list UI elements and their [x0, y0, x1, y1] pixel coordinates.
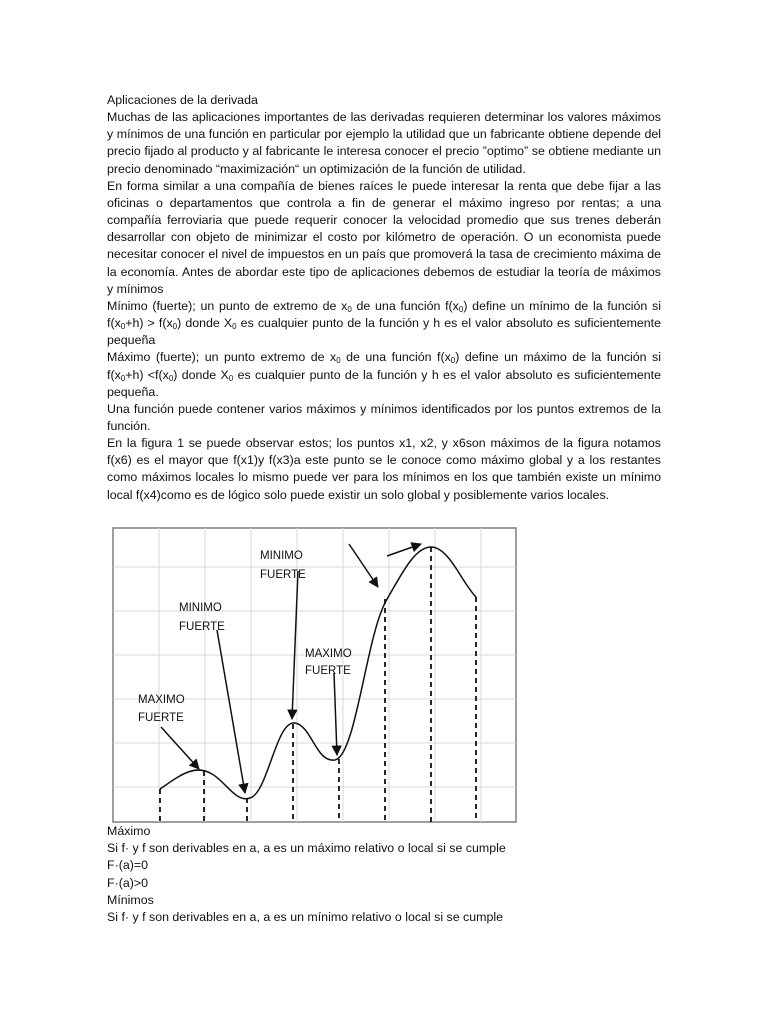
label-minimo-top-line1: MINIMO — [260, 550, 303, 562]
condition-second-derivative: F·(a)>0 — [107, 875, 148, 890]
paragraph-intro: Muchas de las aplicaciones importantes de las derivadas requieren determinar los valores máximos y mínimos de una función en particular por ejemplo la utilidad que un fabricante obtiene depende del precio fijado al producto y al fabricante le interesa conocer el precio ”optimo” se obtiene mediante un precio denominado “maximización“ un optimización de la función de utilidad. — [107, 110, 661, 176]
paragraph-figure-reference: En la figura 1 se puede observar estos; los puntos x1, x2, y x6son máximos de la figura notamos f(x6) es el mayor que f(x1)y f(x3)a este punto se le conoce como máximo global y a los restantes como máximos locales lo mismo puede ver para los mínimos en los que también existe un mínimo local f(x4)como es de lógico solo puede existir un solo global y posiblemente varios locales. — [107, 436, 661, 502]
label-minimo-left-line1: MINIMO — [179, 602, 222, 614]
document-body — [107, 92, 661, 504]
label-maximo-mid-line2: FUERTE — [305, 665, 351, 677]
figure-extrema-diagram — [112, 527, 517, 824]
label-maximo-low-line1: MAXIMO — [138, 694, 185, 706]
paragraph-max-definition: Máximo (fuerte); un punto extremo de $x_0$ de una función $f(x_0)$ define un máximo de la función si $f(x_0+h) <f(x_0)$ donde $X_0$ es cualquier punto de la función y h es el valor absoluto es suficientemente pequeña. — [107, 350, 662, 399]
extrema-svg — [112, 527, 517, 824]
label-maximo-mid-line1: MAXIMO — [305, 648, 352, 660]
conditions-section — [107, 823, 661, 926]
minimos-condition-intro: Si f· y f son derivables en a, a es un mínimo relativo o local si se cumple — [107, 910, 503, 925]
minimos-heading: Mínimos — [107, 892, 154, 907]
label-maximo-low-line2: FUERTE — [138, 712, 184, 724]
paragraph-min-definition: Mínimo (fuerte); un punto de extremo de $x_0$ de una función $f(x_0)$ define un mínimo de la función si $f(x_0+h) > f(x_0)$ donde $X_0$ es cualquier punto de la función y h es el valor absoluto es suficientemente pequeña — [107, 298, 662, 348]
condition-first-derivative: F·(a)=0 — [107, 858, 148, 873]
paragraph-examples: En forma similar a una compañía de bienes raíces le puede interesar la renta que debe fijar a las oficinas o departamentos que controla a fin de generar el máximo ingreso por rentas; a una compañía ferroviaria que puede requerir conocer la velocidad promedio que sus trenes deberán desarrollar con objeto de minimizar el costo por kilómetro de operación. O un economista puede necesitar conocer el nivel de impuestos en un país que promoverá la tasa de crecimiento máxima de la economía. Antes de abordar este tipo de aplicaciones debemos de estudiar la teoría de máximos y mínimos — [107, 178, 661, 296]
maximo-condition-intro: Si f· y f son derivables en a, a es un máximo relativo o local si se cumple — [107, 841, 506, 856]
label-minimo-top-line2: FUERTE — [260, 569, 306, 581]
document-title: Aplicaciones de la derivada — [107, 93, 258, 107]
label-minimo-left-line2: FUERTE — [179, 621, 225, 633]
paragraph-extremes: Una función puede contener varios máximos y mínimos identificados por los puntos extremos de la función. — [107, 401, 661, 433]
maximo-heading: Máximo — [107, 824, 151, 838]
